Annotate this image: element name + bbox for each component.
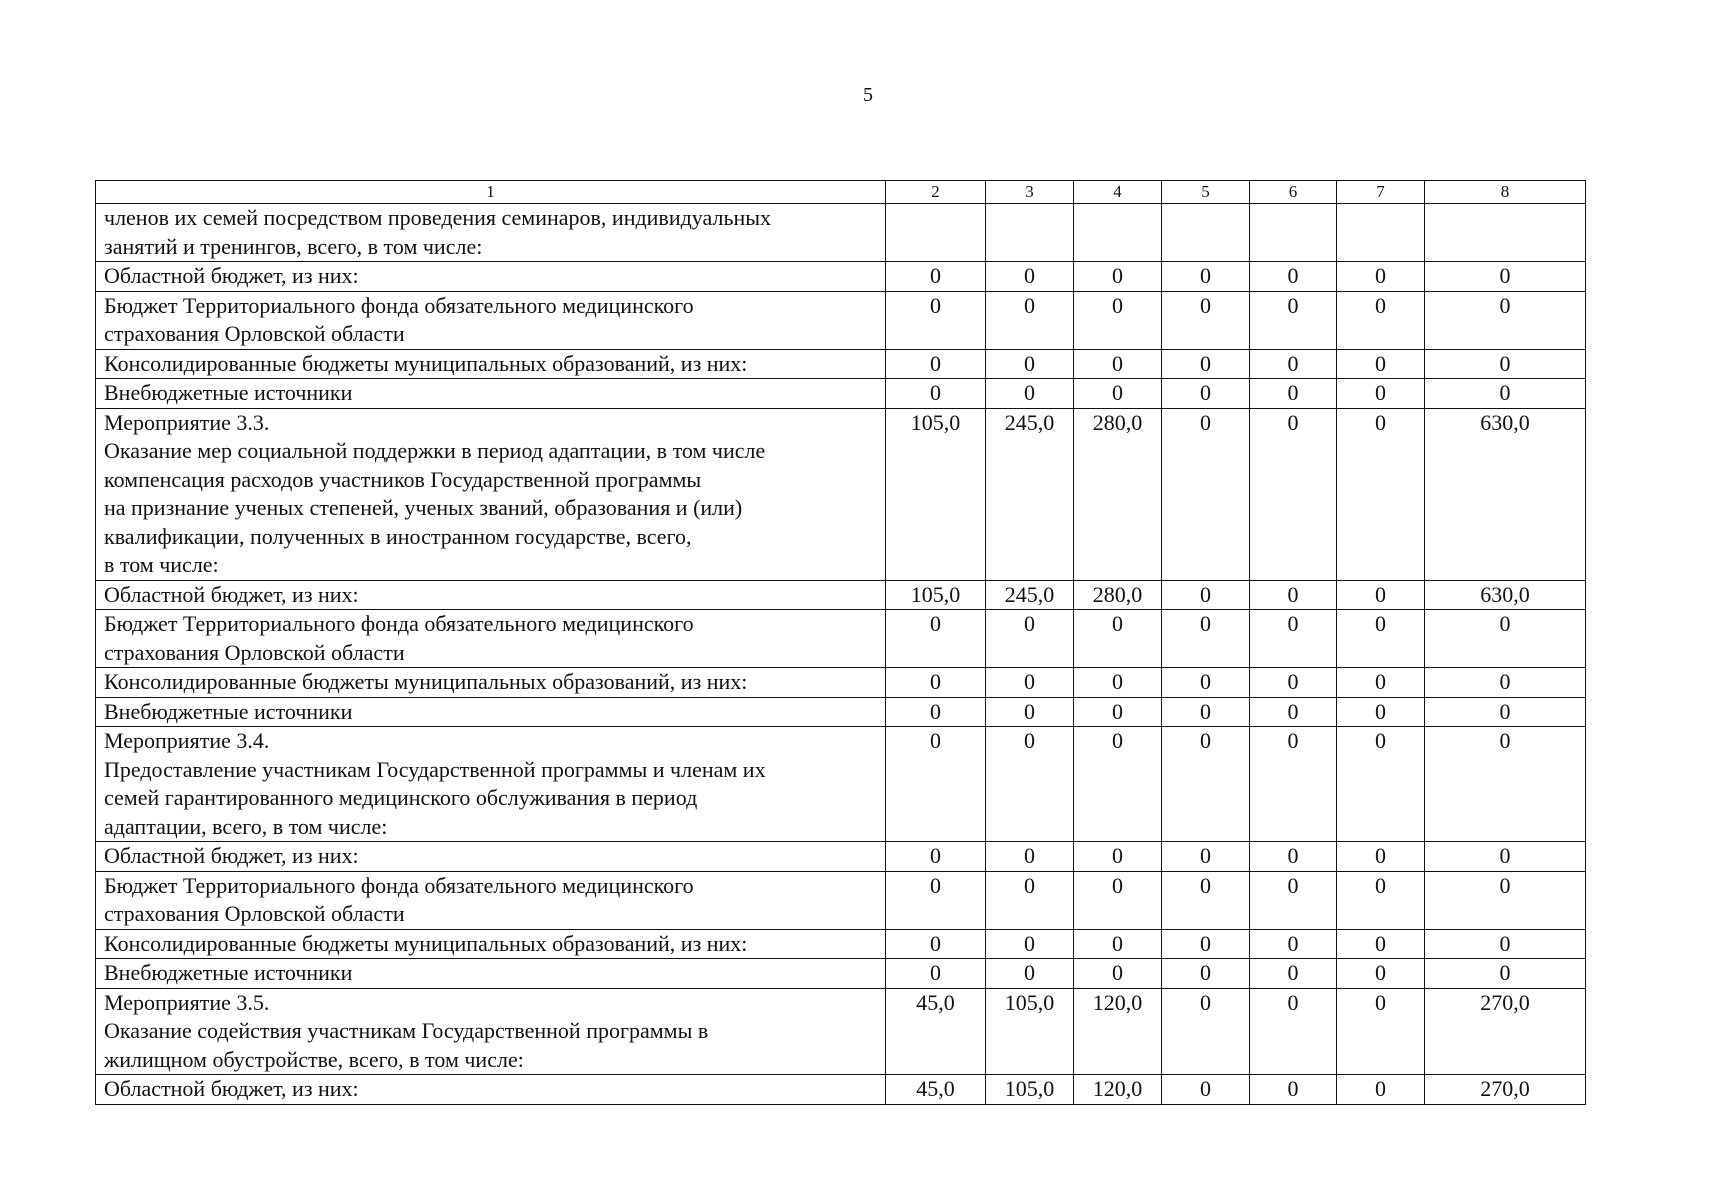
value-cell: 0 (1337, 988, 1425, 1075)
value-cell (1162, 204, 1250, 262)
table-row (96, 1075, 1586, 1105)
row-label: членов их семей посредством проведения семинаров, индивидуальных занятий и тренингов, всего, в том числе: (96, 204, 886, 262)
value-cell: 0 (1250, 408, 1337, 580)
value-cell: 0 (986, 929, 1074, 959)
value-cell (1337, 204, 1425, 262)
value-cell: 0 (1162, 262, 1250, 292)
table-row (96, 291, 1586, 349)
value-cell: 105,0 (886, 408, 986, 580)
row-label: Консолидированные бюджеты муниципальных образований, из них: (96, 668, 886, 698)
value-cell: 0 (1337, 871, 1425, 929)
page-number: 5 (863, 84, 873, 106)
row-label: Бюджет Территориального фонда обязательного медицинского страхования Орловской области (96, 871, 886, 929)
value-cell: 0 (1425, 727, 1586, 842)
value-cell: 120,0 (1074, 988, 1162, 1075)
value-cell: 0 (886, 727, 986, 842)
row-label: Областной бюджет, из них: (96, 262, 886, 292)
table-row (96, 871, 1586, 929)
value-cell: 0 (1337, 668, 1425, 698)
value-cell: 0 (1162, 1075, 1250, 1105)
value-cell: 0 (1250, 1075, 1337, 1105)
value-cell: 0 (1074, 379, 1162, 409)
column-number-header: 1 (96, 181, 886, 204)
value-cell: 0 (1337, 959, 1425, 989)
table-body (96, 204, 1586, 1105)
value-cell: 0 (1425, 349, 1586, 379)
row-label: Мероприятие 3.4. Предоставление участникам Государственной программы и членам их семей гарантированного медицинского обслуживания в период адаптации, всего, в том числе: (96, 727, 886, 842)
value-cell: 0 (1162, 727, 1250, 842)
row-label: Бюджет Территориального фонда обязательного медицинского страхования Орловской области (96, 610, 886, 668)
value-cell: 0 (886, 871, 986, 929)
column-number-header: 2 (886, 181, 986, 204)
value-cell: 0 (886, 349, 986, 379)
value-cell: 0 (1250, 727, 1337, 842)
value-cell: 0 (1425, 262, 1586, 292)
value-cell: 630,0 (1425, 580, 1586, 610)
value-cell: 0 (986, 668, 1074, 698)
value-cell (986, 204, 1074, 262)
value-cell: 0 (986, 610, 1074, 668)
value-cell (1425, 204, 1586, 262)
value-cell: 45,0 (886, 988, 986, 1075)
value-cell: 0 (1337, 842, 1425, 872)
value-cell: 0 (1162, 291, 1250, 349)
budget-table (95, 180, 1586, 1105)
row-label: Внебюджетные источники (96, 379, 886, 409)
value-cell: 0 (886, 262, 986, 292)
column-number-header: 6 (1250, 181, 1337, 204)
value-cell: 0 (1162, 580, 1250, 610)
value-cell: 0 (1425, 668, 1586, 698)
value-cell: 0 (1337, 291, 1425, 349)
value-cell: 0 (986, 727, 1074, 842)
value-cell: 0 (1074, 697, 1162, 727)
value-cell: 0 (1337, 349, 1425, 379)
table-row (96, 697, 1586, 727)
value-cell: 0 (1250, 988, 1337, 1075)
table-row (96, 610, 1586, 668)
column-number-row (96, 181, 1586, 204)
value-cell: 0 (1425, 842, 1586, 872)
value-cell: 0 (1337, 727, 1425, 842)
value-cell: 0 (986, 697, 1074, 727)
value-cell (1250, 204, 1337, 262)
value-cell: 0 (986, 349, 1074, 379)
row-label: Областной бюджет, из них: (96, 842, 886, 872)
value-cell: 0 (1250, 842, 1337, 872)
value-cell: 0 (1337, 610, 1425, 668)
value-cell: 0 (886, 291, 986, 349)
value-cell: 0 (1425, 871, 1586, 929)
value-cell (886, 204, 986, 262)
value-cell: 0 (886, 379, 986, 409)
row-label: Областной бюджет, из них: (96, 580, 886, 610)
value-cell: 0 (886, 697, 986, 727)
row-label: Внебюджетные источники (96, 959, 886, 989)
value-cell: 0 (986, 871, 1074, 929)
value-cell: 0 (886, 610, 986, 668)
value-cell: 0 (1162, 408, 1250, 580)
value-cell: 0 (1162, 871, 1250, 929)
value-cell: 0 (1074, 727, 1162, 842)
row-label: Мероприятие 3.3. Оказание мер социальной поддержки в период адаптации, в том числе компенсация расходов участников Государственной программы на признание ученых степеней, ученых званий, образования и (или) квалификации, полученных в иностранном государстве, всего, в том числе: (96, 408, 886, 580)
value-cell: 0 (1250, 929, 1337, 959)
table-row (96, 727, 1586, 842)
table-row (96, 204, 1586, 262)
value-cell: 0 (1337, 697, 1425, 727)
column-number-header: 3 (986, 181, 1074, 204)
table-row (96, 379, 1586, 409)
value-cell: 0 (1250, 610, 1337, 668)
value-cell: 0 (986, 379, 1074, 409)
value-cell: 0 (886, 668, 986, 698)
value-cell: 0 (1162, 668, 1250, 698)
value-cell: 0 (1162, 959, 1250, 989)
table-row (96, 959, 1586, 989)
value-cell: 0 (1250, 959, 1337, 989)
row-label: Мероприятие 3.5. Оказание содействия участникам Государственной программы в жилищном обустройстве, всего, в том числе: (96, 988, 886, 1075)
column-number-header: 5 (1162, 181, 1250, 204)
value-cell: 105,0 (986, 988, 1074, 1075)
value-cell: 0 (1162, 842, 1250, 872)
row-label: Внебюджетные источники (96, 697, 886, 727)
row-label: Консолидированные бюджеты муниципальных образований, из них: (96, 929, 886, 959)
value-cell: 630,0 (1425, 408, 1586, 580)
value-cell: 280,0 (1074, 408, 1162, 580)
value-cell: 0 (1337, 929, 1425, 959)
value-cell: 0 (1162, 988, 1250, 1075)
value-cell: 0 (1074, 668, 1162, 698)
value-cell: 0 (1425, 291, 1586, 349)
table-row (96, 262, 1586, 292)
value-cell: 105,0 (986, 1075, 1074, 1105)
value-cell: 0 (1162, 610, 1250, 668)
value-cell: 270,0 (1425, 1075, 1586, 1105)
table-row (96, 929, 1586, 959)
value-cell: 0 (1337, 1075, 1425, 1105)
value-cell: 280,0 (1074, 580, 1162, 610)
value-cell: 0 (1250, 291, 1337, 349)
value-cell: 0 (1074, 842, 1162, 872)
value-cell: 0 (1074, 291, 1162, 349)
table-row (96, 408, 1586, 580)
value-cell: 270,0 (1425, 988, 1586, 1075)
value-cell: 0 (1425, 610, 1586, 668)
value-cell: 0 (986, 842, 1074, 872)
column-number-header: 4 (1074, 181, 1162, 204)
value-cell: 0 (886, 959, 986, 989)
value-cell: 0 (1250, 379, 1337, 409)
value-cell: 0 (986, 959, 1074, 989)
value-cell: 0 (1250, 871, 1337, 929)
table-row (96, 349, 1586, 379)
value-cell: 0 (1250, 668, 1337, 698)
value-cell: 0 (1337, 262, 1425, 292)
value-cell: 0 (1425, 697, 1586, 727)
value-cell: 0 (1425, 959, 1586, 989)
row-label: Консолидированные бюджеты муниципальных образований, из них: (96, 349, 886, 379)
value-cell: 0 (886, 929, 986, 959)
value-cell: 0 (1162, 697, 1250, 727)
value-cell: 0 (1074, 610, 1162, 668)
value-cell: 0 (1337, 580, 1425, 610)
table-row (96, 580, 1586, 610)
value-cell: 0 (1074, 929, 1162, 959)
value-cell: 0 (1074, 959, 1162, 989)
value-cell: 0 (1162, 349, 1250, 379)
value-cell: 0 (1250, 349, 1337, 379)
value-cell: 0 (1162, 379, 1250, 409)
table-row (96, 842, 1586, 872)
value-cell: 0 (986, 262, 1074, 292)
value-cell: 0 (1074, 349, 1162, 379)
row-label: Областной бюджет, из них: (96, 1075, 886, 1105)
value-cell: 0 (1425, 929, 1586, 959)
value-cell: 45,0 (886, 1075, 986, 1105)
value-cell: 245,0 (986, 580, 1074, 610)
value-cell: 0 (1337, 408, 1425, 580)
table-row (96, 988, 1586, 1075)
value-cell: 0 (986, 291, 1074, 349)
value-cell: 0 (1162, 929, 1250, 959)
row-label: Бюджет Территориального фонда обязательного медицинского страхования Орловской области (96, 291, 886, 349)
column-number-header: 7 (1337, 181, 1425, 204)
value-cell: 0 (1250, 580, 1337, 610)
value-cell: 0 (1074, 871, 1162, 929)
table-row (96, 668, 1586, 698)
value-cell: 120,0 (1074, 1075, 1162, 1105)
value-cell: 0 (1250, 262, 1337, 292)
column-number-header: 8 (1425, 181, 1586, 204)
value-cell: 105,0 (886, 580, 986, 610)
value-cell: 0 (886, 842, 986, 872)
value-cell (1074, 204, 1162, 262)
value-cell: 0 (1074, 262, 1162, 292)
value-cell: 0 (1337, 379, 1425, 409)
value-cell: 245,0 (986, 408, 1074, 580)
value-cell: 0 (1425, 379, 1586, 409)
value-cell: 0 (1250, 697, 1337, 727)
